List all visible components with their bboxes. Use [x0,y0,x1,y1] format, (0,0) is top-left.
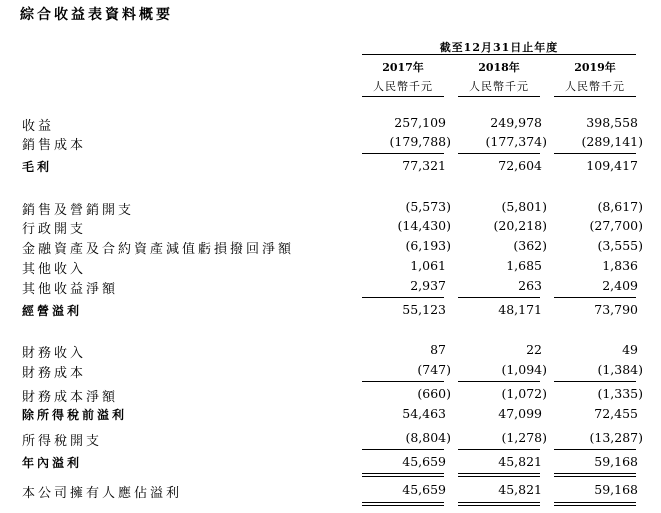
subtotal-rule [362,153,444,154]
row-value: (660) [417,386,451,401]
row-value: (8,804) [405,430,451,445]
row-value: (1,072) [501,386,547,401]
row-value: 48,171 [498,302,542,317]
row-value: 2,937 [410,278,446,293]
row-value: 73,790 [594,302,638,317]
row-value: 72,455 [594,406,638,421]
row-label-income-tax: 所得稅開支 [22,434,103,449]
row-value: 54,463 [402,406,446,421]
row-value: 398,558 [586,115,638,130]
row-value: 263 [518,278,542,293]
row-label-operating-profit: 經營溢利 [22,304,83,318]
row-value: 45,821 [498,482,542,497]
row-label-selling-expenses: 銷售及營銷開支 [22,203,135,218]
subtotal-rule [554,381,636,382]
row-value: (1,384) [597,362,643,377]
row-value: (20,218) [493,218,547,233]
subtotal-rule [554,297,636,298]
row-value: 1,836 [602,258,638,273]
subtotal-rule [458,449,540,450]
row-value: 55,123 [402,302,446,317]
row-label-finance-income: 財務收入 [22,346,87,361]
row-value: (747) [417,362,451,377]
total-double-rule [458,473,540,477]
column-year-2018: 2018年 [478,61,520,74]
column-year-2019: 2019年 [574,61,616,74]
row-label-gross-profit: 毛利 [22,160,53,174]
row-value: (6,193) [405,238,451,253]
total-double-rule [554,473,636,477]
row-label-other-gains: 其他收益淨額 [22,282,119,297]
subtotal-rule [554,449,636,450]
row-value: 45,659 [402,482,446,497]
total-double-rule [362,473,444,477]
total-double-rule [554,502,636,506]
row-value: 45,821 [498,454,542,469]
subtotal-rule [362,449,444,450]
row-label-impairment-losses: 金融資產及合約資產減值虧損撥回淨額 [22,242,295,257]
row-label-profit-for-year: 年內溢利 [22,456,83,470]
subtotal-rule [458,297,540,298]
row-value: 257,109 [394,115,446,130]
row-value: 72,604 [498,158,542,173]
row-label-other-income: 其他收入 [22,262,87,277]
row-value: (179,788) [389,134,451,149]
row-value: 249,978 [490,115,542,130]
subtotal-rule [362,381,444,382]
row-value: 77,321 [402,158,446,173]
row-label-cost-of-sales: 銷售成本 [22,138,87,153]
row-value: 49 [622,342,638,357]
row-label-finance-costs: 財務成本 [22,366,87,381]
row-value: 47,099 [498,406,542,421]
row-value: 59,168 [594,454,638,469]
row-value: (14,430) [397,218,451,233]
row-value: (289,141) [581,134,643,149]
row-value: 87 [430,342,446,357]
period-header-rule [362,54,636,55]
row-value: 1,061 [410,258,446,273]
row-value: (1,278) [501,430,547,445]
row-label-revenue: 收益 [22,119,55,134]
row-label-profit-before-tax: 除所得稅前溢利 [22,408,128,422]
column-unit-2017: 人民幣千元 [373,80,433,93]
row-value: 109,417 [586,158,638,173]
row-label-net-finance-costs: 財務成本淨額 [22,390,119,405]
column-header-rule [362,96,444,97]
period-header: 截至12月31日止年度 [439,41,559,54]
column-unit-2019: 人民幣千元 [565,80,625,93]
subtotal-rule [458,381,540,382]
subtotal-rule [362,297,444,298]
row-value: (8,617) [597,199,643,214]
row-value: (1,335) [597,386,643,401]
row-value: (13,287) [589,430,643,445]
subtotal-rule [458,153,540,154]
subtotal-rule [554,153,636,154]
row-value: 1,685 [506,258,542,273]
row-label-admin-expenses: 行政開支 [22,222,87,237]
row-value: 22 [526,342,542,357]
row-value: (5,573) [405,199,451,214]
total-double-rule [362,502,444,506]
row-label-profit-attributable-owners: 本公司擁有人應佔溢利 [22,486,183,501]
column-header-rule [458,96,540,97]
column-header-rule [554,96,636,97]
row-value: 45,659 [402,454,446,469]
column-unit-2018: 人民幣千元 [469,80,529,93]
row-value: (5,801) [501,199,547,214]
row-value: (362) [513,238,547,253]
row-value: (27,700) [589,218,643,233]
row-value: 59,168 [594,482,638,497]
row-value: (177,374) [485,134,547,149]
row-value: (3,555) [597,238,643,253]
column-year-2017: 2017年 [382,61,424,74]
row-value: 2,409 [602,278,638,293]
row-value: (1,094) [501,362,547,377]
page-title: 綜合收益表資料概要 [20,7,173,23]
total-double-rule [458,502,540,506]
